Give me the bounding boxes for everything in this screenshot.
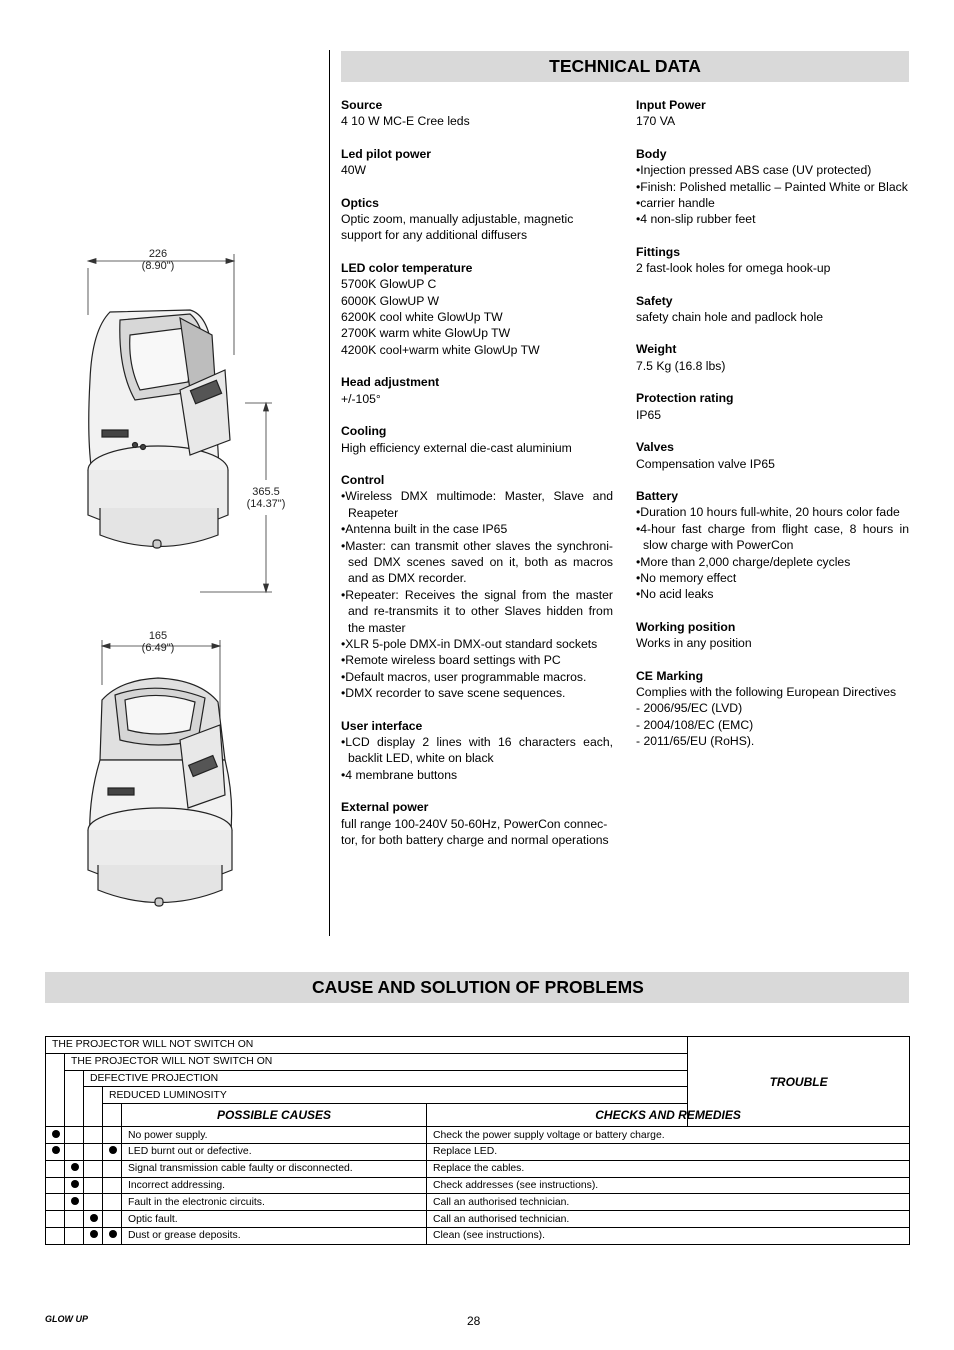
- dimension-top-width-mm: 226: [148, 248, 168, 260]
- spec-text: 40W: [341, 163, 367, 178]
- remedy: Call an authorised technician.: [427, 1211, 910, 1228]
- symptom-mark-cell: [46, 1194, 65, 1211]
- symptom-mark-cell: [46, 1127, 65, 1144]
- spec-section: [341, 374, 613, 407]
- dimension-top-width: [123, 248, 193, 272]
- dimension-bottom-width-in: (6.49"): [141, 642, 175, 654]
- spec-text: safety chain hole and padlock hole: [636, 310, 824, 325]
- table-indent-cell: [46, 1104, 65, 1127]
- symptom-label: REDUCED LUMINOSITY: [103, 1087, 688, 1104]
- table-indent-cell: [46, 1087, 65, 1104]
- symptom-mark-cell: [84, 1211, 103, 1228]
- symptom-mark-cell: [65, 1194, 84, 1211]
- possible-cause: LED burnt out or defective.: [122, 1143, 427, 1160]
- spec-heading: CE Marking: [636, 668, 704, 683]
- spec-bullet-text: Injection pressed ABS case (UV protected): [640, 163, 872, 178]
- spec-bullet: [636, 504, 909, 520]
- spec-section: [341, 260, 613, 358]
- spec-bullet-text: 4-hour fast charge from flight case, 8 hours in slow charge with PowerCon: [640, 521, 909, 553]
- symptom-mark-cell: [103, 1143, 122, 1160]
- bullet-mark-icon: [90, 1214, 98, 1222]
- spec-section: [341, 799, 613, 848]
- bullet-icon: •: [341, 653, 346, 668]
- table-header-row: [46, 1104, 910, 1127]
- symptom-mark-cell: [65, 1177, 84, 1194]
- spec-section: [636, 619, 909, 652]
- spec-section: [636, 390, 909, 423]
- spec-text: Optic zoom, manually adjustable, magnetic support for any additional diffusers: [341, 212, 574, 243]
- spec-bullet: [341, 669, 613, 685]
- remedy: Replace LED.: [427, 1143, 910, 1160]
- fixture-front-view: [88, 310, 230, 548]
- bullet-icon: •: [636, 587, 641, 602]
- remedy: Check the power supply voltage or battery charge.: [427, 1127, 910, 1144]
- spec-text: 7.5 Kg (16.8 lbs): [636, 358, 726, 373]
- symptom-mark-cell: [84, 1227, 103, 1244]
- trouble-label: TROUBLE: [688, 1037, 910, 1127]
- spec-heading: Led pilot power: [341, 146, 432, 161]
- spec-text: Compensation valve IP65: [636, 456, 775, 471]
- spec-text: +/-105°: [341, 391, 381, 406]
- symptom-mark-cell: [65, 1127, 84, 1144]
- spec-bullet: [636, 179, 909, 195]
- symptom-mark-cell: [84, 1160, 103, 1177]
- spec-section: [341, 97, 613, 130]
- problem-row: [46, 1160, 910, 1177]
- remedy: Call an authorised technician.: [427, 1194, 910, 1211]
- spec-heading: LED color temperature: [341, 260, 473, 275]
- spec-text: IP65: [636, 407, 662, 422]
- spec-bullet-text: Finish: Polished metallic – Painted White or Black: [640, 179, 908, 194]
- table-indent-cell: [103, 1104, 122, 1127]
- problem-row: [46, 1227, 910, 1244]
- problem-row: [46, 1127, 910, 1144]
- symptom-label: THE PROJECTOR WILL NOT SWITCH ON: [65, 1053, 688, 1070]
- spec-text: 5700K GlowUP C: [341, 277, 437, 292]
- possible-causes-header: POSSIBLE CAUSES: [122, 1104, 427, 1127]
- symptom-mark-cell: [46, 1143, 65, 1160]
- problem-table: [45, 1036, 910, 1245]
- table-indent-cell: [84, 1104, 103, 1127]
- spec-text: - 2006/95/EC (LVD): [636, 701, 743, 716]
- symptom-mark-cell: [84, 1143, 103, 1160]
- spec-heading: Battery: [636, 488, 678, 503]
- spec-section: [341, 423, 613, 456]
- spec-bullet: [341, 488, 613, 521]
- bullet-mark-icon: [71, 1180, 79, 1188]
- bullet-mark-icon: [52, 1146, 60, 1154]
- spec-bullet: [341, 734, 613, 767]
- spec-text: 6200K cool white GlowUp TW: [341, 310, 503, 325]
- symptom-mark-cell: [84, 1177, 103, 1194]
- spec-heading: User interface: [341, 718, 423, 733]
- table-indent-cell: [46, 1053, 65, 1070]
- column-divider: [329, 50, 330, 936]
- symptom-mark-cell: [46, 1227, 65, 1244]
- bullet-icon: •: [341, 735, 346, 749]
- symptom-label: THE PROJECTOR WILL NOT SWITCH ON: [46, 1037, 688, 1054]
- symptom-mark-cell: [46, 1211, 65, 1228]
- spec-section: [341, 718, 613, 784]
- bullet-icon: •: [636, 179, 641, 194]
- table-indent-cell: [84, 1087, 103, 1104]
- spec-bullet-text: LCD display 2 lines with 16 characters each, backlit LED, white on black: [345, 735, 613, 766]
- symptom-mark-cell: [46, 1177, 65, 1194]
- symptom-label: DEFECTIVE PROJECTION: [84, 1070, 688, 1087]
- spec-heading: Optics: [341, 195, 379, 210]
- table-indent-cell: [65, 1104, 84, 1127]
- dimension-bottom-width: [123, 630, 193, 654]
- problem-row: [46, 1177, 910, 1194]
- symptom-mark-cell: [103, 1160, 122, 1177]
- spec-heading: Fittings: [636, 244, 681, 259]
- bullet-icon: •: [636, 212, 641, 227]
- spec-bullet: [636, 570, 909, 586]
- table-indent-cell: [65, 1087, 84, 1104]
- problems-title-bar: [45, 972, 909, 1003]
- spec-bullet: [341, 538, 613, 587]
- spec-bullet: [636, 554, 909, 570]
- bullet-icon: •: [341, 587, 346, 602]
- footer-brand: GLOW UP: [45, 1314, 88, 1324]
- table-indent-cell: [46, 1070, 65, 1087]
- symptom-mark-cell: [65, 1143, 84, 1160]
- technical-data-title-bar: [341, 51, 909, 82]
- spec-bullet-text: 4 non-slip rubber feet: [640, 212, 756, 227]
- remedy: Check addresses (see instructions).: [427, 1177, 910, 1194]
- spec-bullet-text: carrier handle: [640, 196, 715, 211]
- bullet-mark-icon: [109, 1146, 117, 1154]
- spec-text: Works in any position: [636, 636, 752, 651]
- spec-bullet-text: More than 2,000 charge/deplete cycles: [640, 554, 851, 569]
- spec-bullet-text: Master: can transmit other slaves the synchroni-sed DMX scenes saved on it, both as macros and as DMX recorder.: [345, 538, 613, 586]
- symptom-mark-cell: [103, 1127, 122, 1144]
- spec-section: [636, 488, 909, 603]
- spec-heading: External power: [341, 800, 429, 815]
- bullet-icon: •: [636, 521, 641, 536]
- product-dimension-drawing: [40, 240, 310, 940]
- symptom-mark-cell: [103, 1177, 122, 1194]
- spec-bullet-text: XLR 5-pole DMX-in DMX-out standard sockets: [345, 636, 598, 651]
- spec-text: 2700K warm white GlowUp TW: [341, 326, 511, 341]
- spec-section: [636, 341, 909, 374]
- spec-bullet: [341, 767, 613, 783]
- dimension-height-in: (14.37"): [246, 498, 286, 510]
- spec-heading: Source: [341, 98, 383, 112]
- spec-heading: Working position: [636, 619, 736, 634]
- symptom-mark-cell: [103, 1211, 122, 1228]
- possible-cause: Fault in the electronic circuits.: [122, 1194, 427, 1211]
- spec-bullet-text: DMX recorder to save scene sequences.: [345, 686, 566, 701]
- spec-bullet: [341, 652, 613, 668]
- spec-bullet-text: Repeater: Receives the signal from the master and re-transmits it to other Slaves hidden from the master: [345, 587, 613, 635]
- spec-text: Complies with the following European Directives: [636, 684, 897, 699]
- remedy: Replace the cables.: [427, 1160, 910, 1177]
- spec-heading: Protection rating: [636, 391, 734, 406]
- spec-bullet: [341, 587, 613, 636]
- symptom-mark-cell: [84, 1194, 103, 1211]
- spec-heading: Control: [341, 472, 385, 487]
- bullet-icon: •: [341, 686, 346, 701]
- symptom-mark-cell: [65, 1160, 84, 1177]
- spec-heading: Weight: [636, 342, 677, 357]
- spec-text: - 2004/108/EC (EMC): [636, 717, 754, 732]
- symptom-mark-cell: [103, 1194, 122, 1211]
- spec-section: [636, 668, 909, 750]
- fixture-top-view: [88, 678, 232, 906]
- symptom-row: [46, 1037, 910, 1054]
- bullet-icon: •: [341, 489, 346, 504]
- spec-bullet-text: No acid leaks: [640, 587, 714, 602]
- spec-text: 170 VA: [636, 114, 676, 129]
- bullet-icon: •: [636, 505, 641, 520]
- spec-column-left: [341, 97, 613, 864]
- bullet-mark-icon: [52, 1130, 60, 1138]
- bullet-mark-icon: [90, 1230, 98, 1238]
- bullet-mark-icon: [71, 1197, 79, 1205]
- spec-bullet: [341, 521, 613, 537]
- spec-bullet: [636, 162, 909, 178]
- possible-cause: Dust or grease deposits.: [122, 1227, 427, 1244]
- spec-text: 4200K cool+warm white GlowUp TW: [341, 342, 540, 357]
- spec-bullet: [636, 211, 909, 227]
- spec-bullet-text: Wireless DMX multimode: Master, Slave and Reapeter: [345, 489, 613, 520]
- spec-text: High efficiency external die-cast aluminium: [341, 440, 572, 455]
- spec-bullet-text: No memory effect: [640, 570, 737, 585]
- possible-cause: No power supply.: [122, 1127, 427, 1144]
- possible-cause: Signal transmission cable faulty or disconnected.: [122, 1160, 427, 1177]
- page-number: 28: [467, 1314, 481, 1328]
- spec-heading: Head adjustment: [341, 375, 440, 390]
- spec-bullet-text: Default macros, user programmable macros.: [345, 669, 587, 684]
- bullet-icon: •: [341, 636, 346, 651]
- spec-text: full range 100-240V 50-60Hz, PowerCon connec-tor, for both battery charge and normal operations: [341, 816, 609, 848]
- spec-heading: Valves: [636, 440, 674, 455]
- spec-text: 6000K GlowUP W: [341, 293, 439, 308]
- spec-bullet: [341, 636, 613, 652]
- spec-bullet: [636, 586, 909, 602]
- spec-section: [341, 195, 613, 244]
- dimension-height-mm: 365.5: [252, 486, 280, 498]
- spec-bullet-text: Antenna built in the case IP65: [345, 522, 508, 537]
- spec-bullet-text: Duration 10 hours full-white, 20 hours color fade: [640, 505, 900, 520]
- bullet-mark-icon: [109, 1230, 117, 1238]
- spec-heading: Input Power: [636, 98, 706, 112]
- spec-heading: Safety: [636, 293, 673, 308]
- spec-bullet-text: Remote wireless board settings with PC: [345, 653, 561, 668]
- symptom-mark-cell: [65, 1211, 84, 1228]
- problems-title: CAUSE AND SOLUTION OF PROBLEMS: [312, 977, 644, 997]
- possible-cause: Incorrect addressing.: [122, 1177, 427, 1194]
- spec-bullet: [636, 195, 909, 211]
- symptom-mark-cell: [65, 1227, 84, 1244]
- symptom-mark-cell: [103, 1227, 122, 1244]
- bullet-icon: •: [636, 554, 641, 569]
- bullet-mark-icon: [71, 1163, 79, 1171]
- spec-text: 4 10 W MC-E Cree leds: [341, 114, 470, 129]
- table-indent-cell: [65, 1070, 84, 1087]
- spec-section: [636, 244, 909, 277]
- dimension-top-width-in: (8.90"): [141, 260, 175, 272]
- spec-section: [636, 439, 909, 472]
- spec-section: [636, 293, 909, 326]
- checks-remedies-header: CHECKS AND REMEDIES: [427, 1104, 910, 1127]
- spec-text: - 2011/65/EU (RoHS).: [636, 734, 755, 749]
- problem-row: [46, 1143, 910, 1160]
- spec-column-right: [636, 97, 909, 766]
- dimension-bottom-width-mm: 165: [148, 630, 168, 642]
- bullet-icon: •: [341, 669, 346, 684]
- spec-section: [341, 146, 613, 179]
- spec-section: [341, 472, 613, 702]
- bullet-icon: •: [341, 767, 346, 782]
- problem-row: [46, 1211, 910, 1228]
- remedy: Clean (see instructions).: [427, 1227, 910, 1244]
- possible-cause: Optic fault.: [122, 1211, 427, 1228]
- bullet-icon: •: [341, 538, 346, 553]
- spec-bullet-text: 4 membrane buttons: [345, 767, 458, 782]
- spec-heading: Body: [636, 146, 667, 161]
- spec-section: [636, 97, 909, 130]
- bullet-icon: •: [636, 196, 641, 211]
- dimension-height: [236, 486, 296, 510]
- symptom-mark-cell: [84, 1127, 103, 1144]
- spec-bullet: [636, 521, 909, 554]
- spec-bullet: [341, 685, 613, 701]
- spec-section: [636, 146, 909, 228]
- bullet-icon: •: [341, 522, 346, 537]
- spec-text: 2 fast-look holes for omega hook-up: [636, 261, 831, 276]
- technical-data-title: TECHNICAL DATA: [549, 56, 701, 76]
- bullet-icon: •: [636, 570, 641, 585]
- bullet-icon: •: [636, 163, 641, 178]
- problem-row: [46, 1194, 910, 1211]
- spec-heading: Cooling: [341, 424, 387, 439]
- symptom-mark-cell: [46, 1160, 65, 1177]
